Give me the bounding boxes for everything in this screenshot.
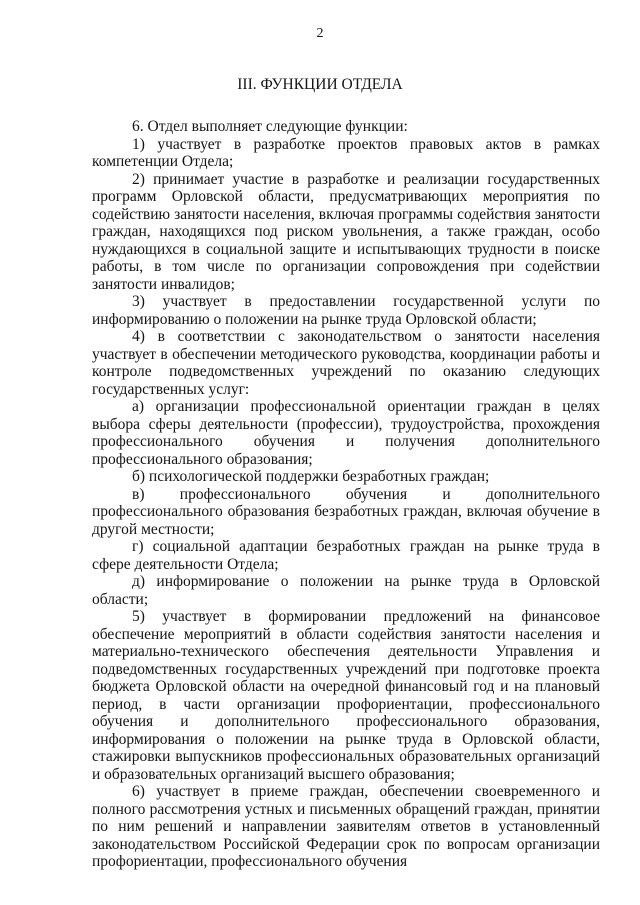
paragraph: д) информирование о положении на рынке труда в Орловской области; [92,573,600,608]
paragraph: 6. Отдел выполняет следующие функции: [132,118,408,135]
section-heading: III. ФУНКЦИИ ОТДЕЛА [237,76,403,93]
paragraph: 1) участвует в разработке проектов правовых актов в рамках компетенции Отдела; [92,135,600,170]
paragraph: 3) участвует в предоставлении государственной услуги по информированию о положении на рынке труда Орловской области; [92,293,600,328]
paragraph: в) профессионального обучения и дополнительного профессионального образования безработных граждан, включая обучение в другой местности; [92,485,600,538]
paragraph: г) социальной адаптации безработных граждан на рынке труда в сфере деятельности Отдела; [92,538,600,573]
paragraph: 4) в соответствии с законодательством о занятости населения участвует в обеспечении методического руководства, координации работы и контроле подведомственных учреждений по оказанию следующих государственных услуг: [92,328,600,398]
paragraph: 5) участвует в формировании предложений на финансовое обеспечение мероприятий в области содействия занятости населения и материально-технического обеспечения деятельности Управления и подведомственных государственных учреждений при подготовке проекта бюджета Орловской области на очередной финансовый год и на плановый период, в части организации профориентации, профессионального обучения и дополнительного профессионального образования, информирования о положении на рынке труда в Орловской области, стажировки выпускников профессиональных образовательных организаций и образовательных организаций высшего образования; [92,608,600,783]
paragraph: б) психологической поддержки безработных граждан; [132,468,490,485]
paragraph: а) организации профессиональной ориентации граждан в целях выбора сферы деятельности (профессии), трудоустройства, прохождения профессионального обучения и получения дополнительного профессионального образования; [92,398,600,468]
document-body [92,118,600,871]
page-number: 2 [316,26,324,41]
paragraph: 2) принимает участие в разработке и реализации государственных программ Орловской области, предусматривающих мероприятия по содействию занятости населения, включая программы содействия занятости граждан, находящихся под риском увольнения, а также граждан, особо нуждающихся в социальной защите и испытывающих трудности в поиске работы, в том числе по организации сопровождения при содействии занятости инвалидов; [92,170,600,293]
paragraph: 6) участвует в приеме граждан, обеспечении своевременного и полного рассмотрения устных и письменных обращений граждан, принятии по ним решений и направлении заявителям ответов в установленный законодательством Российской Федерации срок по вопросам организации профориентации, профессионального обучения [92,783,600,870]
